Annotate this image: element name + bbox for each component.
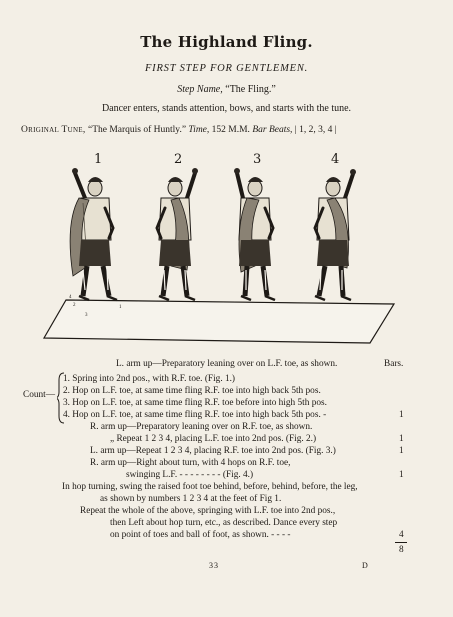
tune-label: Original Tune, <box>21 125 86 135</box>
page-number: 33 <box>209 561 219 570</box>
page-title: The Highland Fling. <box>140 33 313 51</box>
count-label: Count— <box>23 390 56 400</box>
figure-number-4: 4 <box>331 152 340 167</box>
instruction-line: 3. Hop on L.F. toe, at same time fling R.F. toe before into high 5th pos. <box>63 398 327 408</box>
dancer-figure-2 <box>157 168 198 300</box>
tune-name: “The Marquis of Huntly.” <box>87 125 187 135</box>
bar-total: 8 <box>399 545 404 555</box>
floor-platform <box>44 300 394 343</box>
bar-count: 1 <box>399 470 404 480</box>
bar-count: 1 <box>399 446 404 456</box>
dancer-figure-1 <box>69 168 122 318</box>
svg-text:2: 2 <box>73 303 76 308</box>
time-value: 152 M.M. <box>211 125 250 135</box>
instruction-line: In hop turning, swing the raised foot toe behind, before, behind, before, the leg, <box>62 482 358 492</box>
signature-mark: D <box>362 561 369 570</box>
svg-text:1: 1 <box>119 305 122 310</box>
instruction-line: 4. Hop on L.F. toe, at same time fling R.F. toe into high back 5th pos. - <box>63 410 327 420</box>
instruction-line: swinging L.F. - - - - - - - - (Fig. 4.) <box>126 470 254 480</box>
instruction-line: then Left about hop turn, etc., as described. Dance every step <box>110 518 338 528</box>
subtitle: FIRST STEP FOR GENTLEMEN. <box>144 63 309 74</box>
bars-header: Bars. <box>384 359 404 369</box>
intro-text: Dancer enters, stands attention, bows, and starts with the tune. <box>101 103 352 114</box>
bar-beats-value: | 1, 2, 3, 4 | <box>294 125 337 135</box>
instruction-line: 2. Hop on L.F. toe, at same time fling R.F. toe into high back 5th pos. <box>63 386 321 396</box>
bar-beats-label: Bar Beats, <box>252 125 293 135</box>
sum-rule <box>395 542 407 543</box>
dancer-figure-3 <box>234 168 275 300</box>
dancer-illustration <box>40 168 400 348</box>
time-label: Time, <box>188 125 210 135</box>
step-name-line <box>0 84 453 95</box>
step-name-label: Step Name, <box>177 84 223 95</box>
instruction-line: L. arm up—Repeat 1 2 3 4, placing R.F. toe into 2nd pos. (Fig. 3.) <box>90 446 336 456</box>
instruction-line: on point of toes and ball of foot, as shown. - - - - <box>110 530 291 540</box>
step-name-value: “The Fling.” <box>225 84 276 95</box>
figure-number-3: 3 <box>253 152 262 167</box>
instruction-line: R. arm up—Preparatory leaning over on R.F. toe, as shown. <box>90 422 313 432</box>
instruction-line: Repeat the whole of the above, springing with L.F. toe into 2nd pos., <box>80 506 336 516</box>
bar-count: 1 <box>399 410 404 420</box>
instruction-line: as shown by numbers 1 2 3 4 at the feet of Fig 1. <box>100 494 282 504</box>
tune-line <box>21 125 441 135</box>
instruction-line: L. arm up—Preparatory leaning over on L.F. toe, as shown. <box>116 359 338 369</box>
instruction-line: R. arm up—Right about turn, with 4 hops on R.F. toe, <box>90 458 291 468</box>
svg-text:3: 3 <box>85 313 88 318</box>
instruction-line: 1. Spring into 2nd pos., with R.F. toe. (Fig. 1.) <box>63 374 236 384</box>
dancer-figure-4 <box>315 169 356 300</box>
svg-text:4: 4 <box>69 295 72 300</box>
figure-number-2: 2 <box>174 152 183 167</box>
instruction-line: „ Repeat 1 2 3 4, placing L.F. toe into 2nd pos. (Fig. 2.) <box>110 434 317 444</box>
bar-count: 1 <box>399 434 404 444</box>
bar-count: 4 <box>399 530 404 540</box>
figure-number-1: 1 <box>94 152 103 167</box>
